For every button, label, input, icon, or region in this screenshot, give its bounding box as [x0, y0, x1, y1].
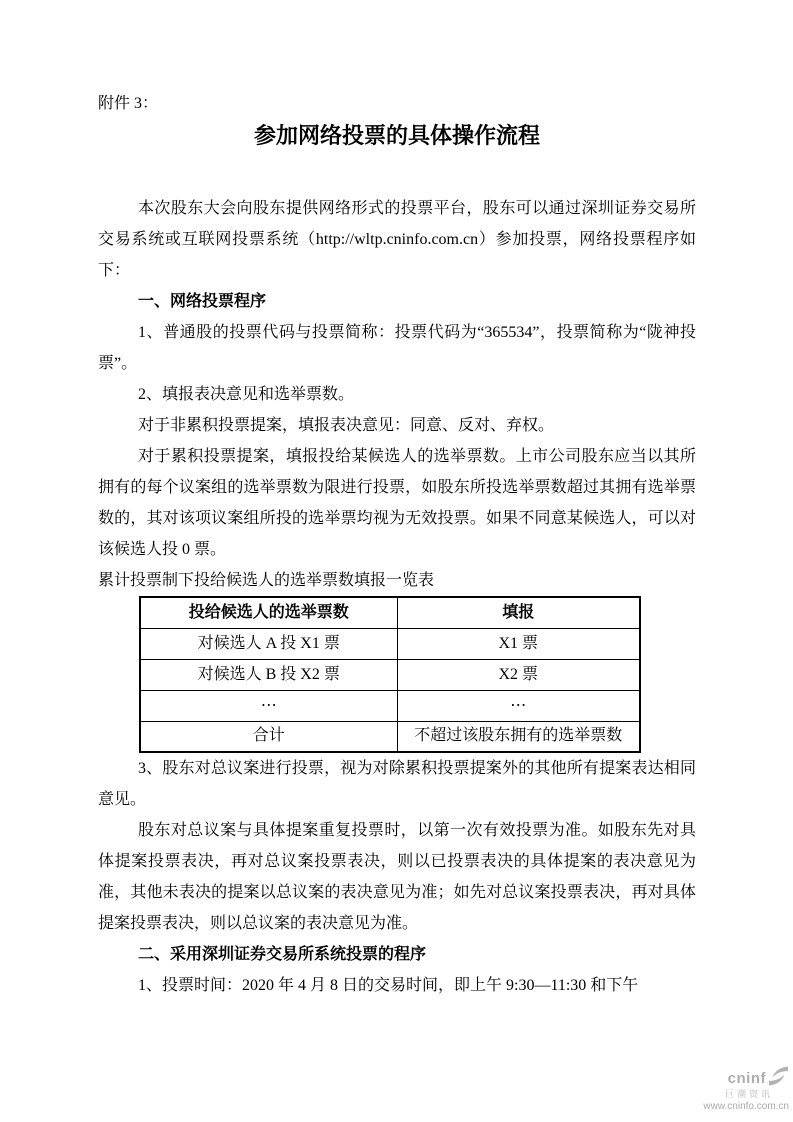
table-caption: 累计投票制下投给候选人的选举票数填报一览表: [98, 572, 435, 589]
table-cell-ellipsis-left: ⋯: [140, 690, 397, 721]
cninfo-logo-chinese: 巨潮资讯: [724, 1089, 773, 1100]
table-row: [140, 659, 640, 690]
table-header-fill: 填报: [397, 597, 640, 628]
section1-heading: 一、网络投票程序: [138, 293, 267, 310]
cumulative-vote-table: [139, 596, 641, 753]
cninfo-swirl-icon: [767, 1066, 789, 1091]
intro-paragraph: 本次股东大会向股东提供网络形式的投票平台，股东可以通过深圳证券交易所交易系统或互联网投票系统（http://wltp.cninfo.com.cn）参加投票，网络投票程序如下：: [98, 200, 696, 279]
cninfo-logo: [703, 1069, 789, 1112]
table-cell-fill-x2: X2 票: [397, 659, 640, 690]
attachment-label: 附件 3：: [98, 95, 159, 112]
table-cell-fill-x1: X1 票: [397, 628, 640, 659]
section2-heading: 二、采用深圳证券交易所系统投票的程序: [138, 946, 427, 963]
table-row: [140, 690, 640, 721]
cninfo-logo-text: cninf: [727, 1070, 766, 1088]
table-cell-total-label: 合计: [140, 721, 397, 752]
table-cell-ellipsis-right: ⋯: [397, 690, 640, 721]
cninfo-logo-row: [703, 1069, 789, 1091]
cninfo-logo-url: www.cninfo.com.cn: [703, 1101, 789, 1112]
table-cell-total-value: 不超过该股东拥有的选举票数: [397, 721, 640, 752]
paragraph-repeat-vote: 股东对总议案与具体提案重复投票时，以第一次有效投票为准。如股东先对具体提案投票表决，再对总议案投票表决，则以已投票表决的具体提案的表决意见为准，其他未表决的提案以总议案的表决意见为准；如先对总议案投票表决，再对具体提案投票表决，则以总议案的表决意见为准。: [98, 822, 696, 932]
document-title: 参加网络投票的具体操作流程: [253, 123, 540, 148]
table-row: [140, 721, 640, 752]
document-content: [98, 88, 696, 1001]
table-cell-candidate-a: 对候选人 A 投 X1 票: [140, 628, 397, 659]
paragraph-noncumulative: 对于非累积投票提案，填报表决意见：同意、反对、弃权。: [138, 417, 555, 434]
paragraph-cumulative: 对于累积投票提案，填报投给某候选人的选举票数。上市公司股东应当以其所拥有的每个议案组的选举票数为限进行投票，如股东所投选举票数超过其拥有选举票数的，其对该项议案组所投的选举票均视为无效投票。如果不同意某候选人，可以对该候选人投 0 票。: [98, 448, 696, 558]
paragraph-vote-code: 1、普通股的投票代码与投票简称：投票代码为“365534”，投票简称为“陇神投票”。: [98, 324, 696, 372]
paragraph-general-proposal: 3、股东对总议案进行投票，视为对除累积投票提案外的其他所有提案表达相同意见。: [98, 760, 696, 808]
paragraph-vote-time: 1、投票时间：2020 年 4 月 8 日的交易时间，即上午 9:30—11:30 和下午: [138, 977, 639, 994]
table-cell-candidate-b: 对候选人 B 投 X2 票: [140, 659, 397, 690]
table-header-row: [140, 597, 640, 628]
paragraph-fill-opinion: 2、填报表决意见和选举票数。: [138, 386, 355, 403]
table-header-votes: 投给候选人的选举票数: [140, 597, 397, 628]
table-row: [140, 628, 640, 659]
